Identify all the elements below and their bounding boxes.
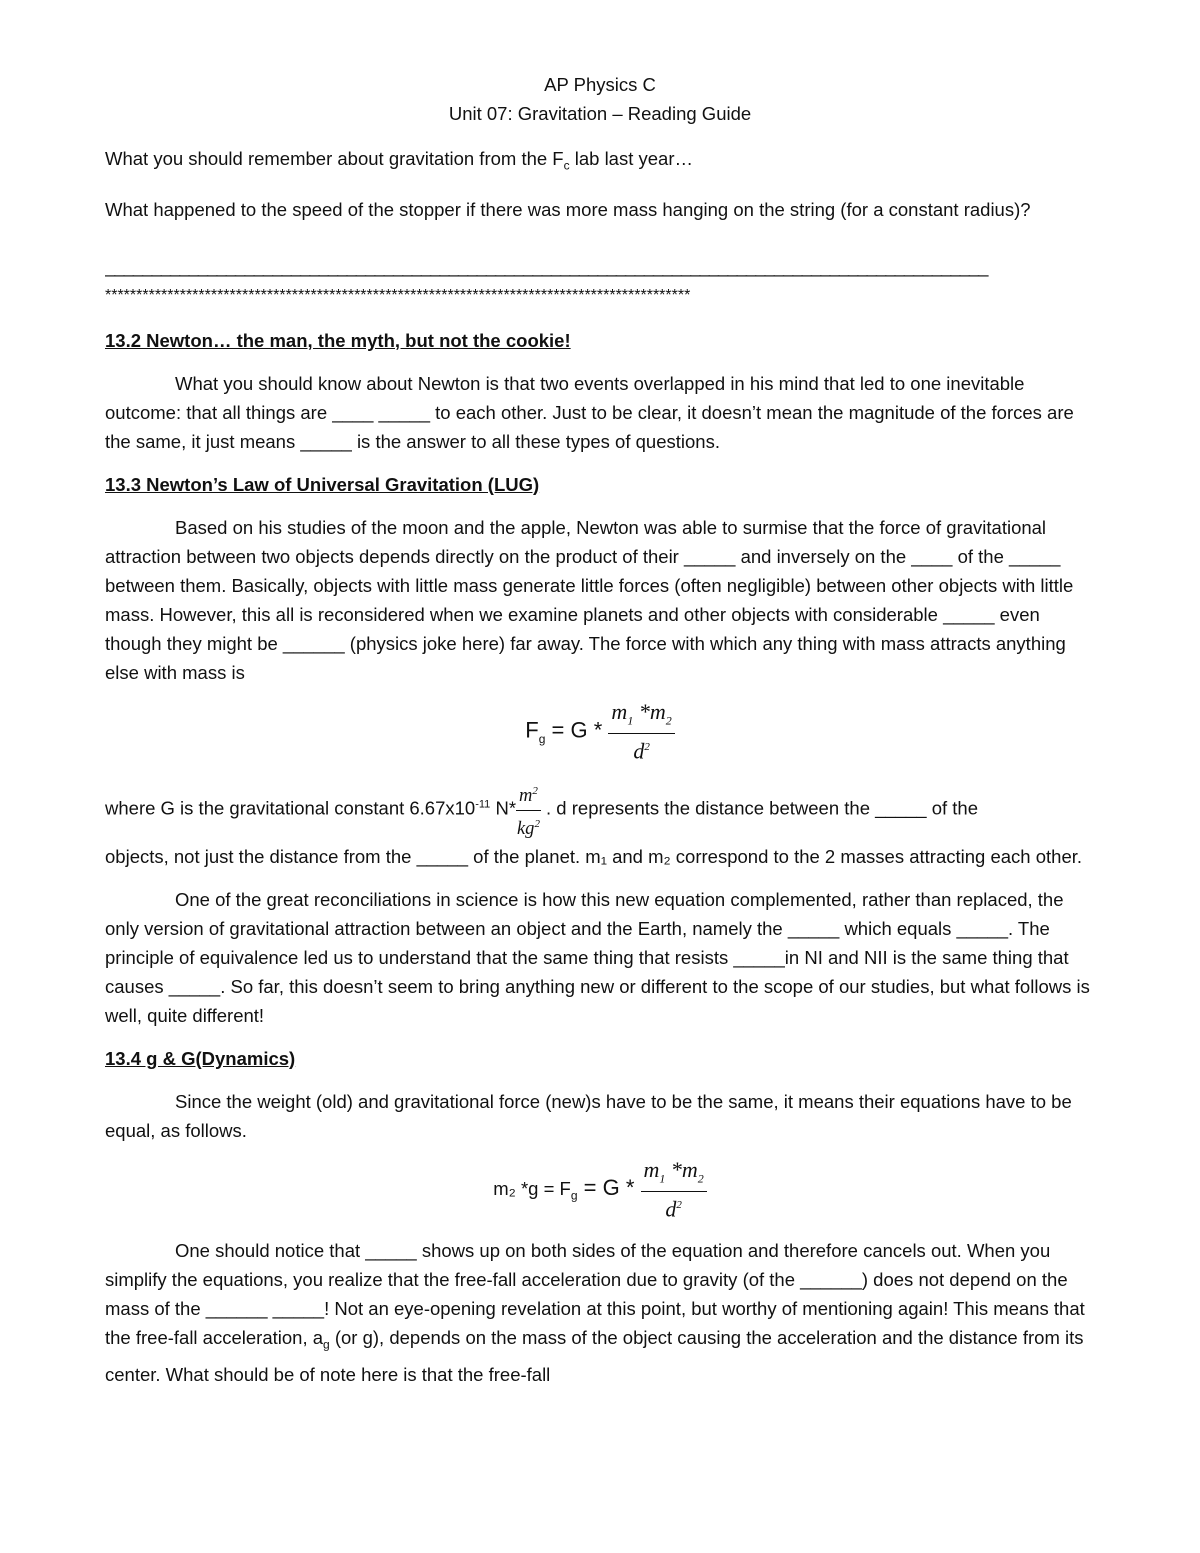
para-13-2: What you should know about Newton is that two events overlapped in his mind that led to one inevitable outcome: that all things are ____ _____ to each other. Just to be clear, it doesn’t mean the magnitude of the forces are the same, it just means _____ is the answer to all these types of questions. <box>105 372 1074 452</box>
para-13-4-b: One should notice that _____ shows up on both sides of the equation and therefore cancels out. When you simplify the equations, you realize that the free-fall acceleration due to gravity (of the ______) does not depend on the mass of the ______ _____! Not an eye-opening revelation at this point, but worthy of mentioning again! This means that the free-fall acceleration, $a_g$ (or g), depends on the mass of the object causing the acceleration and the distance from its center. What should be of note here is that the free-fall <box>105 1240 1085 1386</box>
para-13-3-b: objects, not just the distance from the _____ of the planet. m₁ and m₂ correspond to the 2 masses attracting each other. <box>105 845 1083 867</box>
unit-title: Unit 07: Gravitation – Reading Guide <box>448 103 752 124</box>
document-page <box>105 70 1095 1389</box>
heading-13-2: 13.2 Newton… the man, the myth, but not the cookie! <box>105 329 571 351</box>
answer-line[interactable]: _______________________________________________________________________________________________ <box>105 255 988 277</box>
unit-fraction: $\frac{m^2}{kg^2}$ <box>516 778 541 841</box>
para-13-4-a: Since the weight (old) and gravitational force (new)s have to be the same, it means their equations have to be equal, as follows. <box>105 1090 1072 1141</box>
universal-gravitation-equation: $F_g = G$ * $\frac{m_1 *m_2}{d^2}$ <box>105 699 1095 765</box>
heading-13-3: 13.3 Newton’s Law of Universal Gravitation (LUG) <box>105 473 540 495</box>
para-13-3-c: One of the great reconciliations in science is how this new equation complemented, rather than replaced, the only version of gravitational attraction between an object and the Earth, namely the _____ which equals _____. The principle of equivalence led us to understand that the same thing that resists _____in NI and NII is the same thing that causes _____. So far, this doesn’t seem to bring anything new or different to the scope of our studies, but what follows is well, quite different! <box>105 888 1090 1026</box>
weight-equals-gravity-equation: m₂ $*g = F_g = G$ * $\frac{m_1 *m_2}{d^2}$ <box>105 1157 1095 1223</box>
mass-over-distance-fraction-2: $\frac{m_1 *m_2}{d^2}$ <box>641 1157 707 1223</box>
star-divider: ********************************************************************************************** <box>105 286 691 304</box>
heading-13-4: 13.4 g & G(Dynamics) <box>105 1047 296 1069</box>
mass-over-distance-fraction: $\frac{m_1 *m_2}{d^2}$ <box>608 699 674 765</box>
remember-line: What you should remember about gravitation from the $F_c$ lab last year… <box>105 148 693 173</box>
stopper-question: What happened to the speed of the stopper if there was more mass hanging on the string (for a constant radius)? <box>105 198 1031 220</box>
course-title: AP Physics C <box>544 74 656 95</box>
para-13-3-a: Based on his studies of the moon and the apple, Newton was able to surmise that the force of gravitational attraction between two objects depends directly on the product of their _____ and inversely on the ____ of the _____ between them. Basically, objects with little mass generate little forces (often negligible) between other objects with little mass. However, this all is reconsidered when we examine planets and other objects with considerable _____ even though they might be ______ (physics joke here) far away. The force with which any thing with mass attracts anything else with mass is <box>105 516 1074 683</box>
gravitational-constant-line: where G is the gravitational constant $6.67x10^{-11}$ N* $\frac{m^2}{kg^2}$ . d represents the distance between the _____ of the <box>105 778 1095 841</box>
